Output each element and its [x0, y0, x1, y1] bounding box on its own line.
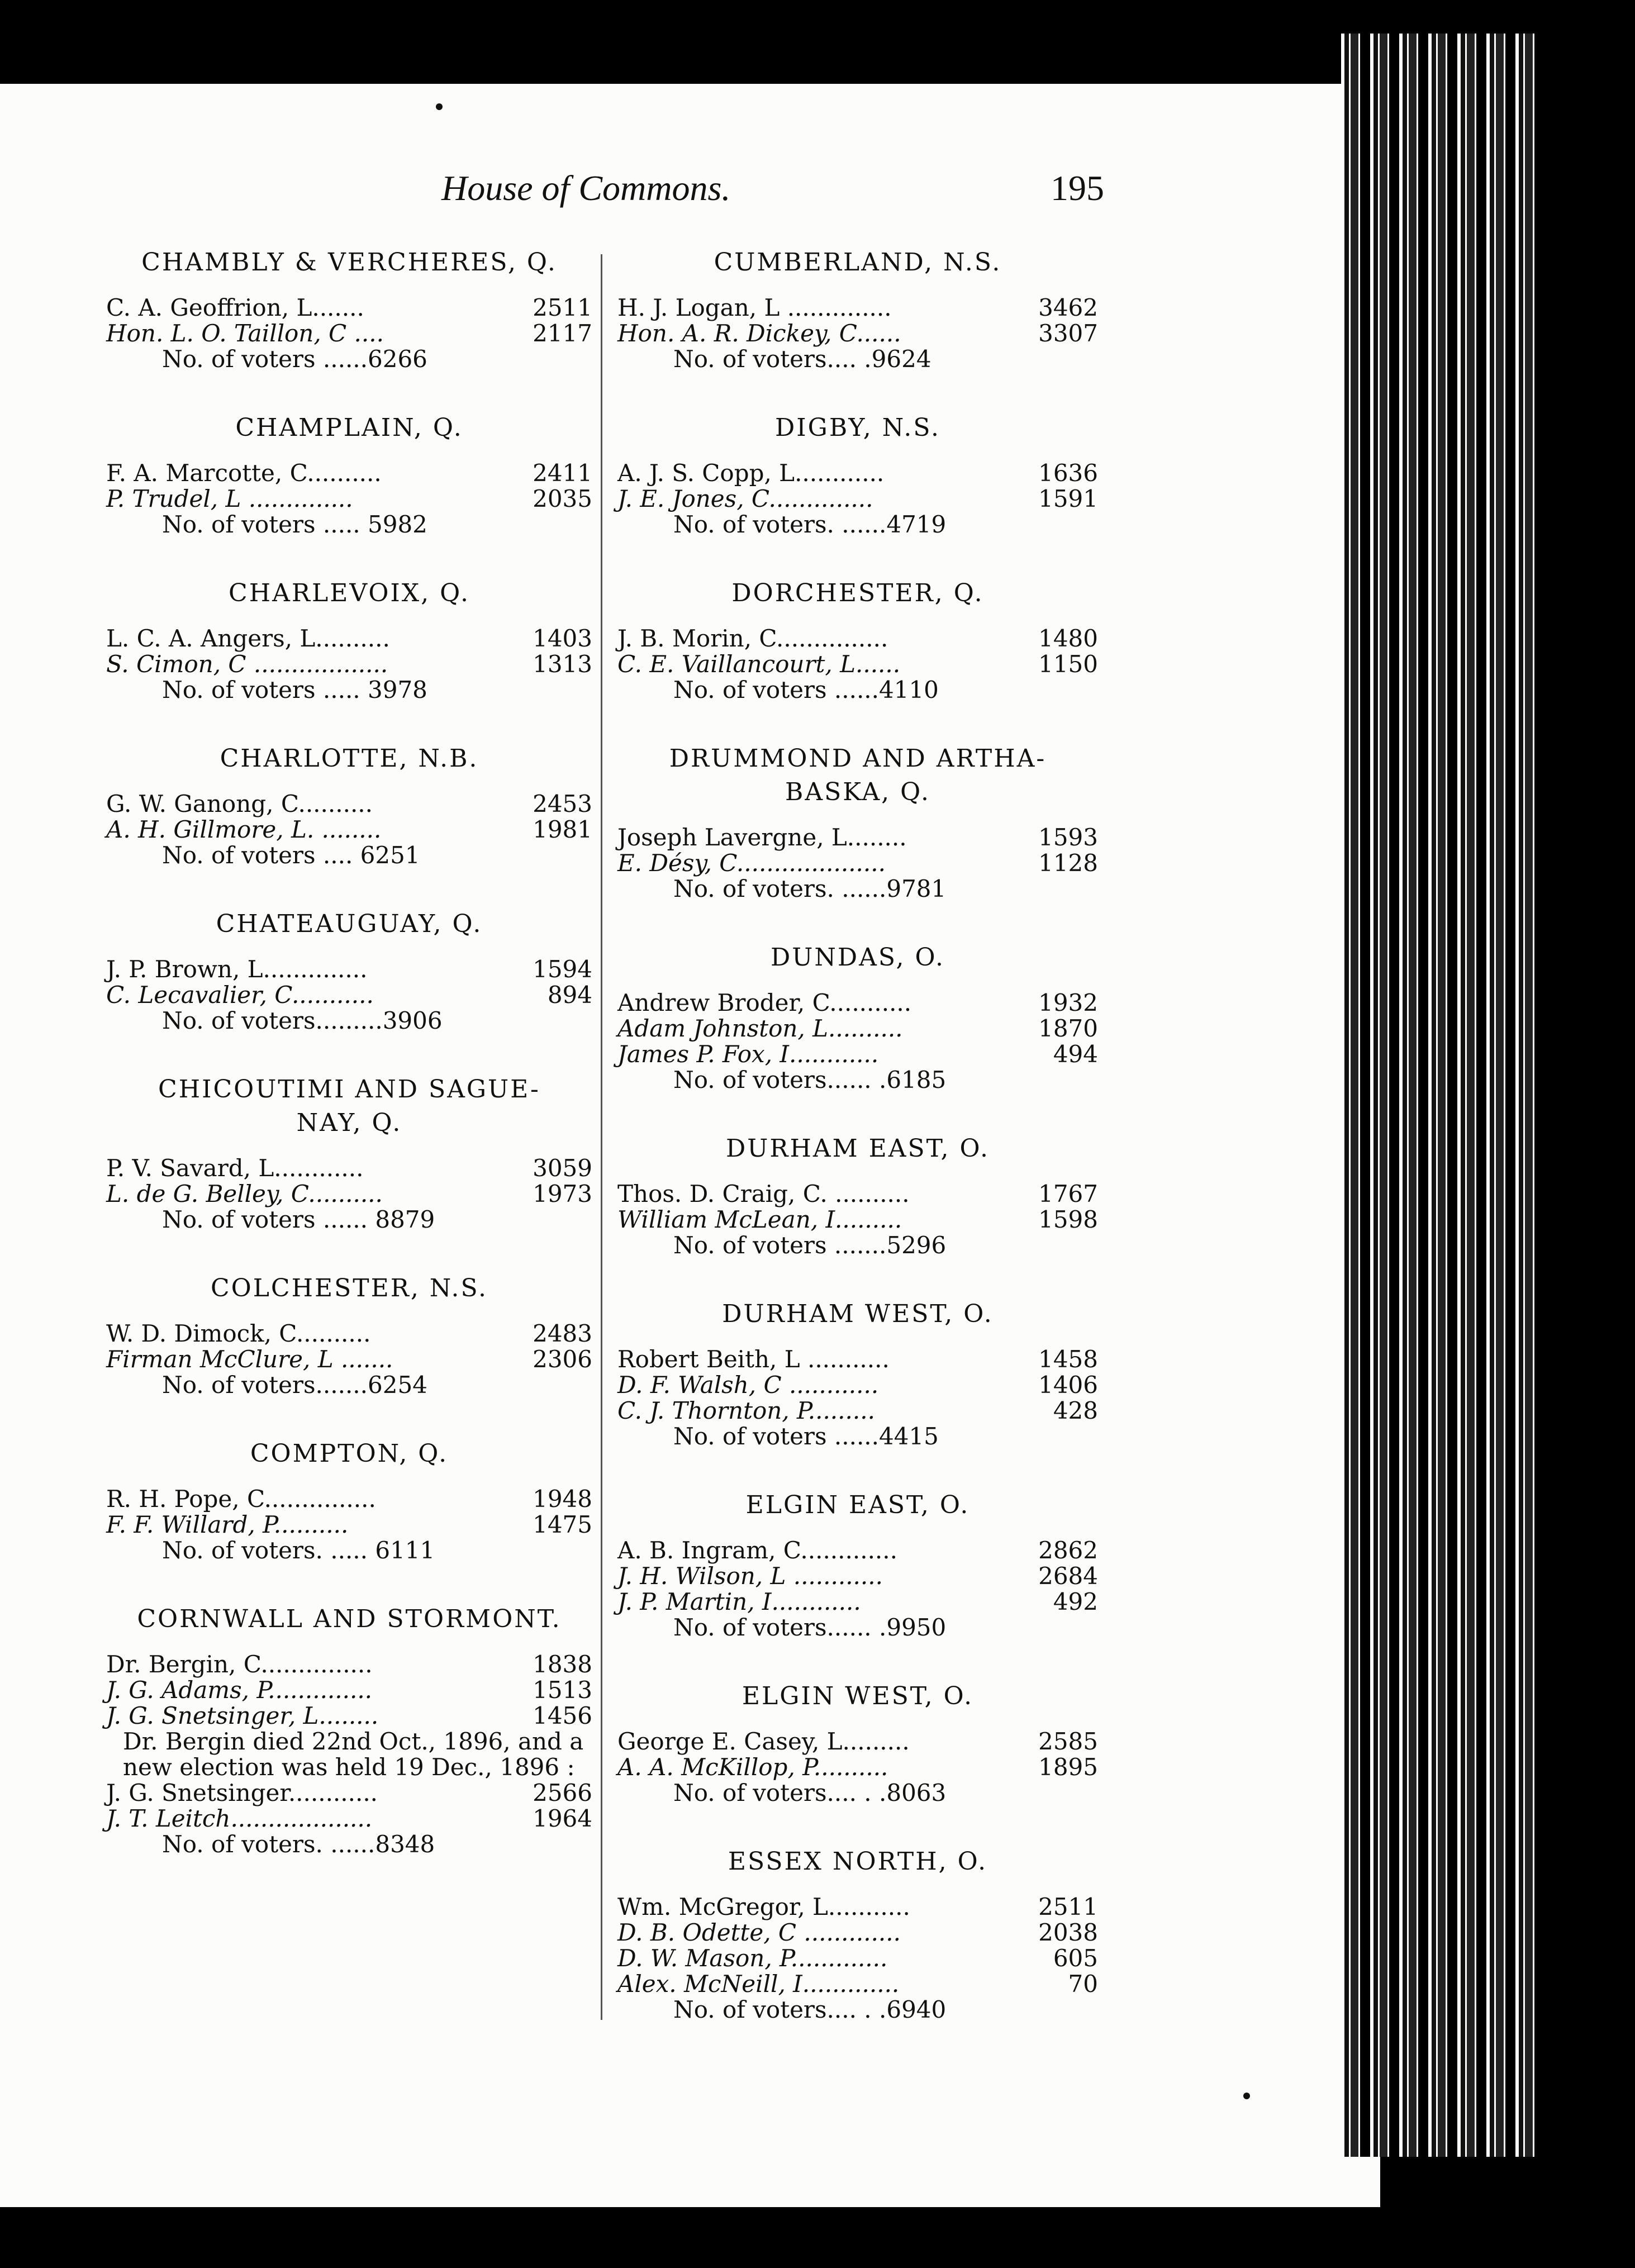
candidate-name: J. T. Leitch...................: [106, 1805, 373, 1832]
vote-count: 492: [1053, 1588, 1098, 1615]
candidate-name: P. Trudel, L ..............: [106, 485, 353, 512]
candidate-row: [617, 825, 1098, 850]
candidate-row: [106, 1780, 592, 1806]
candidate-row: [106, 295, 592, 321]
constituency-section: [106, 1272, 592, 1398]
candidate-name: Wm. McGregor, L...........: [617, 1893, 910, 1920]
candidate-row: [617, 1538, 1098, 1563]
page-number: 195: [1051, 168, 1104, 208]
vote-count: 1636: [1038, 459, 1098, 487]
candidate-row: [106, 1486, 592, 1512]
candidate-row: [617, 1946, 1098, 1971]
candidate-name: P. V. Savard, L............: [106, 1154, 364, 1182]
candidate-name: L. C. A. Angers, L..........: [106, 625, 390, 652]
candidate-name: James P. Fox, I............: [617, 1040, 879, 1068]
vote-count: 494: [1053, 1040, 1098, 1068]
constituency-section: [617, 246, 1098, 372]
vote-count: 2585: [1038, 1728, 1098, 1755]
vote-count: 2511: [533, 294, 592, 321]
vote-count: 428: [1053, 1397, 1098, 1424]
candidate-name: Firman McClure, L .......: [106, 1345, 393, 1373]
candidate-row: [106, 460, 592, 486]
candidate-name: C. E. Vaillancourt, L......: [617, 650, 901, 678]
candidate-row: [617, 460, 1098, 486]
candidate-row: [617, 652, 1098, 677]
voters-count: No. of voters...... .9950: [673, 1614, 947, 1641]
candidate-name: S. Cimon, C ..................: [106, 650, 388, 678]
constituency-section: [106, 1437, 592, 1563]
vote-count: 1964: [533, 1805, 592, 1832]
vote-count: 2684: [1038, 1562, 1098, 1590]
constituency-section: [106, 1603, 592, 1857]
candidate-name: L. de G. Belley, C..........: [106, 1180, 383, 1207]
vote-count: 1598: [1038, 1206, 1098, 1233]
vote-count: 1973: [533, 1180, 592, 1207]
candidate-row: [617, 1729, 1098, 1755]
candidate-row: [617, 1181, 1098, 1207]
candidate-row: [106, 1512, 592, 1538]
candidate-row: [617, 1042, 1098, 1067]
candidate-name: J. E. Jones, C..............: [617, 485, 873, 512]
candidate-row: [106, 1347, 592, 1372]
candidate-row: [617, 1971, 1098, 1997]
voters-count: No. of voters. ......9781: [673, 875, 947, 902]
vote-count: 1870: [1038, 1015, 1098, 1042]
vote-count: 2566: [533, 1779, 592, 1806]
constituency-section: [106, 577, 592, 703]
vote-count: 2483: [533, 1320, 592, 1347]
voters-count: No. of voters ..... 5982: [162, 511, 427, 538]
candidate-name: William McLean, I.........: [617, 1206, 902, 1233]
constituency-section: [106, 1073, 592, 1233]
right-column: [617, 246, 1098, 2062]
candidate-name: C. A. Geoffrion, L.......: [106, 294, 364, 321]
candidate-name: Robert Beith, L ...........: [617, 1345, 890, 1373]
candidate-name: D. W. Mason, P.............: [617, 1944, 888, 1972]
running-title: House of Commons.: [441, 168, 731, 208]
candidate-row: [106, 486, 592, 512]
constituency-section: [617, 1489, 1098, 1641]
vote-count: 1591: [1038, 485, 1098, 512]
left-column: [106, 246, 592, 1896]
candidate-name: D. B. Odette, C .............: [617, 1919, 901, 1946]
candidate-name: J. G. Snetsinger............: [106, 1779, 378, 1806]
candidate-name: G. W. Ganong, C..........: [106, 790, 373, 817]
candidate-name: J. G. Adams, P..............: [106, 1676, 373, 1704]
vote-count: 894: [547, 981, 592, 1009]
constituency-title: DURHAM EAST, O.: [725, 1134, 990, 1163]
candidate-row: [106, 1703, 592, 1729]
candidate-name: George E. Casey, L.........: [617, 1728, 910, 1755]
column-divider: [601, 254, 602, 2020]
vote-count: 1128: [1038, 849, 1098, 877]
candidate-row: [106, 1806, 592, 1832]
vote-count: 2035: [533, 485, 592, 512]
candidate-row: [617, 1894, 1098, 1920]
candidate-row: [617, 626, 1098, 652]
constituency-section: [617, 411, 1098, 538]
constituency-title: DUNDAS, O.: [771, 943, 945, 972]
constituency-title: DIGBY, N.S.: [775, 413, 940, 442]
voters-count: No. of voters. ..... 6111: [162, 1537, 435, 1564]
candidate-name: A. B. Ingram, C.............: [617, 1537, 897, 1564]
vote-count: 1593: [1038, 824, 1098, 851]
candidate-row: [617, 1563, 1098, 1589]
voters-count: No. of voters.... . .8063: [673, 1779, 947, 1806]
candidate-name: A. H. Gillmore, L. ........: [106, 816, 382, 843]
candidate-name: Andrew Broder, C...........: [617, 989, 912, 1016]
candidate-name: Adam Johnston, L..........: [617, 1015, 903, 1042]
candidate-row: [106, 1181, 592, 1207]
voters-count: No. of voters ......6266: [162, 345, 427, 373]
vote-count: 1150: [1038, 650, 1098, 678]
vote-count: 2862: [1038, 1537, 1098, 1564]
candidate-row: [106, 321, 592, 346]
candidate-name: R. H. Pope, C...............: [106, 1485, 376, 1513]
candidate-row: [617, 990, 1098, 1016]
constituency-title: DORCHESTER, Q.: [731, 579, 984, 607]
voters-count: No. of voters...... .6185: [673, 1066, 947, 1093]
voters-count: No. of voters ......4110: [673, 676, 939, 703]
candidate-row: [617, 850, 1098, 876]
constituency-title: CHAMPLAIN, Q.: [235, 413, 463, 442]
candidate-row: [106, 652, 592, 677]
candidate-name: Hon. A. R. Dickey, C......: [617, 320, 901, 347]
vote-count: 1594: [533, 955, 592, 983]
vote-count: 3462: [1038, 294, 1098, 321]
vote-count: 3307: [1038, 320, 1098, 347]
constituency-title: CHATEAUGUAY, Q.: [216, 910, 483, 938]
vote-count: 70: [1068, 1970, 1098, 1998]
vote-count: 2306: [533, 1345, 592, 1373]
voters-count: No. of voters. ......8348: [162, 1830, 435, 1858]
constituency-title: ELGIN EAST, O.: [745, 1491, 970, 1519]
candidate-name: E. Désy, C....................: [617, 849, 886, 877]
vote-count: 1767: [1038, 1180, 1098, 1207]
constituency-title: CUMBERLAND, N.S.: [714, 248, 1002, 277]
voters-count: No. of voters.......6254: [162, 1371, 427, 1399]
candidate-row: [617, 295, 1098, 321]
voters-count: No. of voters ..... 3978: [162, 676, 427, 703]
constituency-section: [106, 742, 592, 868]
candidate-name: Hon. L. O. Taillon, C ....: [106, 320, 384, 347]
candidate-name: J. P. Brown, L..............: [106, 955, 368, 983]
vote-count: 605: [1053, 1944, 1098, 1972]
candidate-name: Dr. Bergin, C...............: [106, 1651, 373, 1678]
constituency-title: DRUMMOND AND ARTHA- BASKA, Q.: [669, 744, 1047, 806]
candidate-name: A. J. S. Copp, L............: [617, 459, 885, 487]
vote-count: 1456: [533, 1702, 592, 1729]
voters-count: No. of voters ...... 8879: [162, 1206, 435, 1233]
constituency-section: [617, 1680, 1098, 1806]
vote-count: 1480: [1038, 625, 1098, 652]
candidate-name: D. F. Walsh, C ............: [617, 1371, 879, 1399]
constituency-title: CHARLEVOIX, Q.: [229, 579, 470, 607]
candidate-row: [617, 1207, 1098, 1233]
vote-count: 1403: [533, 625, 592, 652]
candidate-row: [106, 791, 592, 817]
candidate-name: C. J. Thornton, P.........: [617, 1397, 875, 1424]
vote-count: 1932: [1038, 989, 1098, 1016]
candidate-row: [617, 1755, 1098, 1780]
constituency-section: [617, 1297, 1098, 1449]
candidate-name: Joseph Lavergne, L........: [617, 824, 907, 851]
vote-count: 1406: [1038, 1371, 1098, 1399]
candidate-row: [617, 1398, 1098, 1424]
candidate-row: [617, 486, 1098, 512]
candidate-row: [106, 626, 592, 652]
candidate-name: H. J. Logan, L ..............: [617, 294, 892, 321]
candidate-row: [106, 957, 592, 982]
candidate-row: [617, 1920, 1098, 1946]
candidate-name: W. D. Dimock, C..........: [106, 1320, 371, 1347]
candidate-row: [617, 1016, 1098, 1042]
voters-count: No. of voters .......5296: [673, 1232, 947, 1259]
constituency-title: COMPTON, Q.: [250, 1439, 449, 1468]
voters-count: No. of voters.........3906: [162, 1007, 443, 1034]
candidate-name: A. A. McKillop, P..........: [617, 1753, 888, 1781]
vote-count: 2511: [1038, 1893, 1098, 1920]
constituency-section: [106, 246, 592, 372]
constituency-title: DURHAM WEST, O.: [722, 1300, 994, 1328]
candidate-name: J. G. Snetsinger, L........: [106, 1702, 379, 1729]
vote-count: 1981: [533, 816, 592, 843]
vote-count: 2038: [1038, 1919, 1098, 1946]
candidate-row: [106, 1652, 592, 1677]
election-note: Dr. Bergin died 22nd Oct., 1896, and a new election was held 19 Dec., 1896 :: [123, 1728, 584, 1781]
page-edge-shadow: [1341, 34, 1542, 2157]
constituency-title: COLCHESTER, N.S.: [210, 1274, 488, 1302]
candidate-name: F. A. Marcotte, C..........: [106, 459, 382, 487]
vote-count: 3059: [533, 1154, 592, 1182]
vote-count: 1838: [533, 1651, 592, 1678]
voters-count: No. of voters.... . .6940: [673, 1996, 947, 2023]
constituency-section: [617, 742, 1098, 902]
voters-count: No. of voters ......4415: [673, 1423, 939, 1450]
vote-count: 2411: [533, 459, 592, 487]
candidate-name: J. B. Morin, C...............: [617, 625, 888, 652]
constituency-section: [617, 1132, 1098, 1258]
constituency-title: ELGIN WEST, O.: [742, 1682, 974, 1710]
candidate-row: [106, 817, 592, 843]
candidate-name: F. F. Willard, P..........: [106, 1511, 349, 1538]
candidate-row: [617, 1372, 1098, 1398]
constituency-section: [106, 411, 592, 538]
candidate-name: C. Lecavalier, C...........: [106, 981, 374, 1009]
candidate-name: Thos. D. Craig, C. ..........: [617, 1180, 910, 1207]
constituency-title: CHICOUTIMI AND SAGUE- NAY, Q.: [158, 1075, 540, 1137]
vote-count: 1475: [533, 1511, 592, 1538]
candidate-row: [617, 1589, 1098, 1615]
constituency-title: ESSEX NORTH, O.: [728, 1847, 988, 1876]
vote-count: 1458: [1038, 1345, 1098, 1373]
constituency-title: CHARLOTTE, N.B.: [220, 744, 479, 773]
candidate-row: [106, 982, 592, 1008]
voters-count: No. of voters .... 6251: [162, 841, 420, 869]
ink-speck: [1243, 2093, 1250, 2099]
candidate-row: [106, 1156, 592, 1181]
constituency-title: CORNWALL AND STORMONT.: [137, 1605, 562, 1633]
candidate-name: Alex. McNeill, I.............: [617, 1970, 900, 1998]
constituency-section: [617, 941, 1098, 1093]
vote-count: 1513: [533, 1676, 592, 1704]
vote-count: 1313: [533, 650, 592, 678]
candidate-row: [617, 321, 1098, 346]
vote-count: 2117: [533, 320, 592, 347]
candidate-row: [617, 1347, 1098, 1372]
constituency-title: CHAMBLY & VERCHERES, Q.: [141, 248, 557, 277]
candidate-name: J. P. Martin, I............: [617, 1588, 861, 1615]
ink-speck: [436, 103, 443, 110]
candidate-row: [106, 1677, 592, 1703]
vote-count: 1948: [533, 1485, 592, 1513]
constituency-section: [617, 577, 1098, 703]
vote-count: 1895: [1038, 1753, 1098, 1781]
constituency-section: [106, 907, 592, 1034]
vote-count: 2453: [533, 790, 592, 817]
candidate-row: [106, 1321, 592, 1347]
voters-count: No. of voters. ......4719: [673, 511, 947, 538]
voters-count: No. of voters.... .9624: [673, 345, 931, 373]
candidate-name: J. H. Wilson, L ............: [617, 1562, 883, 1590]
constituency-section: [617, 1845, 1098, 2023]
